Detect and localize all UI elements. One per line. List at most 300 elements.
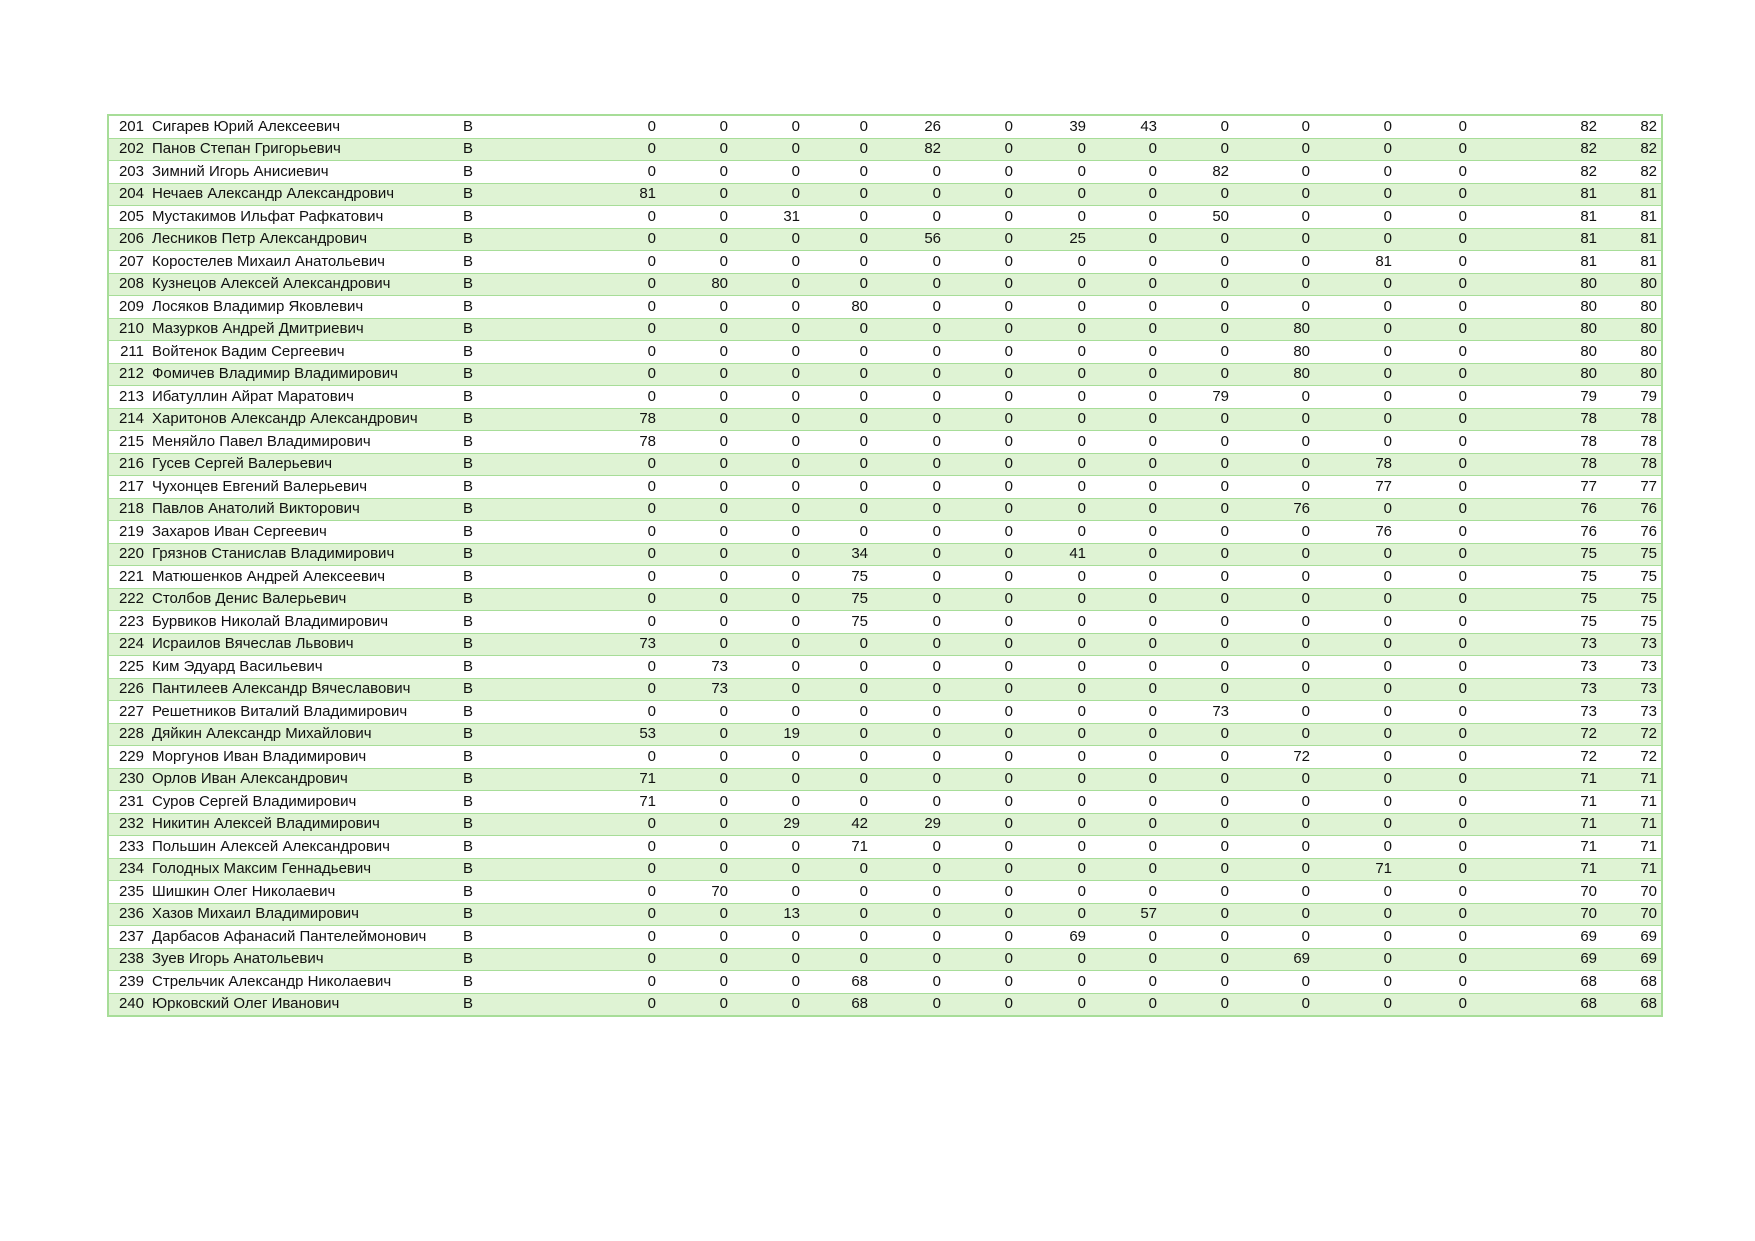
score-cell-5: 29 <box>872 813 945 836</box>
score-cell-8: 0 <box>1090 138 1161 161</box>
score-cell-10: 0 <box>1233 971 1314 994</box>
score-cell-10: 76 <box>1233 498 1314 521</box>
score-cell-6: 0 <box>945 791 1017 814</box>
score-cell-11: 0 <box>1314 206 1396 229</box>
score-cell-10: 0 <box>1233 656 1314 679</box>
score-cell-1: 0 <box>591 971 660 994</box>
score-cell-4: 75 <box>804 611 872 634</box>
score-cell-9: 0 <box>1161 791 1233 814</box>
participant-name: Голодных Максим Геннадьевич <box>148 858 459 881</box>
score-cell-2: 0 <box>660 611 732 634</box>
table-row <box>108 678 1662 701</box>
group-cell: B <box>459 723 591 746</box>
score-cell-7: 0 <box>1017 408 1090 431</box>
score-cell-5: 0 <box>872 926 945 949</box>
total-score: 82 <box>1471 138 1601 161</box>
score-cell-7: 0 <box>1017 858 1090 881</box>
score-cell-6: 0 <box>945 453 1017 476</box>
score-cell-11: 0 <box>1314 611 1396 634</box>
row-number: 223 <box>108 611 148 634</box>
participant-name: Стрельчик Александр Николаевич <box>148 971 459 994</box>
score-cell-11: 0 <box>1314 408 1396 431</box>
participant-name: Ким Эдуард Васильевич <box>148 656 459 679</box>
score-cell-4: 0 <box>804 341 872 364</box>
score-cell-5: 0 <box>872 993 945 1016</box>
score-cell-6: 0 <box>945 971 1017 994</box>
score-cell-3: 0 <box>732 498 804 521</box>
group-cell: B <box>459 363 591 386</box>
score-cell-2: 0 <box>660 341 732 364</box>
score-cell-10: 0 <box>1233 566 1314 589</box>
score-cell-9: 0 <box>1161 858 1233 881</box>
score-cell-12: 0 <box>1396 273 1471 296</box>
table-row <box>108 588 1662 611</box>
row-number: 236 <box>108 903 148 926</box>
score-cell-12: 0 <box>1396 318 1471 341</box>
score-cell-12: 0 <box>1396 656 1471 679</box>
score-cell-10: 0 <box>1233 926 1314 949</box>
participant-name: Гусев Сергей Валерьевич <box>148 453 459 476</box>
table-row <box>108 723 1662 746</box>
table-row <box>108 296 1662 319</box>
row-number: 215 <box>108 431 148 454</box>
score-cell-4: 75 <box>804 588 872 611</box>
score-cell-7: 0 <box>1017 656 1090 679</box>
score-cell-4: 75 <box>804 566 872 589</box>
score-cell-10: 0 <box>1233 633 1314 656</box>
score-cell-2: 0 <box>660 431 732 454</box>
group-cell: B <box>459 183 591 206</box>
score-cell-12: 0 <box>1396 543 1471 566</box>
score-cell-6: 0 <box>945 746 1017 769</box>
row-number: 232 <box>108 813 148 836</box>
score-cell-12: 0 <box>1396 566 1471 589</box>
score-cell-8: 0 <box>1090 228 1161 251</box>
score-cell-2: 0 <box>660 566 732 589</box>
score-cell-8: 0 <box>1090 183 1161 206</box>
table-row <box>108 566 1662 589</box>
score-cell-3: 0 <box>732 115 804 138</box>
score-cell-12: 0 <box>1396 881 1471 904</box>
score-cell-8: 0 <box>1090 566 1161 589</box>
score-cell-8: 0 <box>1090 611 1161 634</box>
score-cell-4: 0 <box>804 183 872 206</box>
score-cell-1: 53 <box>591 723 660 746</box>
final-score: 75 <box>1601 543 1662 566</box>
score-cell-10: 0 <box>1233 813 1314 836</box>
score-cell-3: 0 <box>732 926 804 949</box>
score-cell-11: 0 <box>1314 723 1396 746</box>
score-cell-9: 0 <box>1161 115 1233 138</box>
participant-name: Ибатуллин Айрат Маратович <box>148 386 459 409</box>
score-cell-6: 0 <box>945 183 1017 206</box>
score-cell-9: 0 <box>1161 836 1233 859</box>
participant-name: Решетников Виталий Владимирович <box>148 701 459 724</box>
score-cell-4: 0 <box>804 678 872 701</box>
score-cell-3: 0 <box>732 993 804 1016</box>
final-score: 71 <box>1601 813 1662 836</box>
score-cell-9: 0 <box>1161 633 1233 656</box>
score-cell-2: 0 <box>660 183 732 206</box>
final-score: 80 <box>1601 341 1662 364</box>
score-cell-7: 0 <box>1017 251 1090 274</box>
score-cell-2: 0 <box>660 791 732 814</box>
score-cell-8: 0 <box>1090 746 1161 769</box>
score-cell-6: 0 <box>945 723 1017 746</box>
total-score: 70 <box>1471 903 1601 926</box>
score-cell-3: 0 <box>732 476 804 499</box>
score-cell-2: 0 <box>660 701 732 724</box>
group-cell: B <box>459 453 591 476</box>
score-cell-7: 0 <box>1017 431 1090 454</box>
score-cell-6: 0 <box>945 251 1017 274</box>
score-cell-10: 0 <box>1233 611 1314 634</box>
score-cell-10: 0 <box>1233 701 1314 724</box>
score-cell-11: 0 <box>1314 678 1396 701</box>
total-score: 70 <box>1471 881 1601 904</box>
final-score: 75 <box>1601 611 1662 634</box>
table-row <box>108 363 1662 386</box>
row-number: 237 <box>108 926 148 949</box>
score-cell-7: 0 <box>1017 611 1090 634</box>
total-score: 78 <box>1471 408 1601 431</box>
score-cell-4: 0 <box>804 138 872 161</box>
group-cell: B <box>459 858 591 881</box>
score-cell-1: 0 <box>591 228 660 251</box>
score-cell-1: 0 <box>591 161 660 184</box>
group-cell: B <box>459 341 591 364</box>
table-row <box>108 948 1662 971</box>
score-cell-2: 0 <box>660 498 732 521</box>
score-cell-10: 0 <box>1233 386 1314 409</box>
score-cell-12: 0 <box>1396 993 1471 1016</box>
total-score: 76 <box>1471 521 1601 544</box>
group-cell: B <box>459 791 591 814</box>
score-cell-5: 0 <box>872 791 945 814</box>
score-cell-1: 0 <box>591 498 660 521</box>
row-number: 212 <box>108 363 148 386</box>
score-cell-7: 0 <box>1017 813 1090 836</box>
score-cell-1: 0 <box>591 251 660 274</box>
score-cell-3: 0 <box>732 341 804 364</box>
group-cell: B <box>459 611 591 634</box>
score-cell-6: 0 <box>945 296 1017 319</box>
final-score: 80 <box>1601 296 1662 319</box>
score-cell-1: 0 <box>591 678 660 701</box>
score-cell-6: 0 <box>945 363 1017 386</box>
score-cell-8: 0 <box>1090 656 1161 679</box>
score-cell-11: 0 <box>1314 993 1396 1016</box>
participant-name: Павлов Анатолий Викторович <box>148 498 459 521</box>
score-cell-10: 0 <box>1233 251 1314 274</box>
score-cell-8: 43 <box>1090 115 1161 138</box>
score-cell-3: 0 <box>732 161 804 184</box>
score-cell-6: 0 <box>945 138 1017 161</box>
score-cell-2: 0 <box>660 296 732 319</box>
total-score: 68 <box>1471 971 1601 994</box>
table-row <box>108 858 1662 881</box>
table-row <box>108 386 1662 409</box>
score-cell-7: 41 <box>1017 543 1090 566</box>
row-number: 240 <box>108 993 148 1016</box>
score-cell-11: 0 <box>1314 813 1396 836</box>
participant-name: Пантилеев Александр Вячеславович <box>148 678 459 701</box>
row-number: 229 <box>108 746 148 769</box>
score-cell-12: 0 <box>1396 408 1471 431</box>
score-cell-4: 0 <box>804 498 872 521</box>
score-cell-2: 0 <box>660 948 732 971</box>
score-cell-3: 0 <box>732 836 804 859</box>
score-cell-2: 80 <box>660 273 732 296</box>
score-cell-6: 0 <box>945 926 1017 949</box>
score-cell-3: 0 <box>732 588 804 611</box>
score-cell-1: 0 <box>591 701 660 724</box>
score-cell-7: 0 <box>1017 341 1090 364</box>
group-cell: B <box>459 881 591 904</box>
score-cell-6: 0 <box>945 993 1017 1016</box>
score-cell-12: 0 <box>1396 746 1471 769</box>
score-cell-3: 0 <box>732 183 804 206</box>
score-cell-7: 0 <box>1017 881 1090 904</box>
score-cell-6: 0 <box>945 881 1017 904</box>
score-cell-5: 82 <box>872 138 945 161</box>
total-score: 80 <box>1471 296 1601 319</box>
score-cell-11: 0 <box>1314 948 1396 971</box>
score-cell-11: 0 <box>1314 836 1396 859</box>
score-cell-1: 0 <box>591 386 660 409</box>
score-cell-11: 0 <box>1314 498 1396 521</box>
final-score: 79 <box>1601 386 1662 409</box>
participant-name: Фомичев Владимир Владимирович <box>148 363 459 386</box>
group-cell: B <box>459 678 591 701</box>
score-cell-5: 0 <box>872 678 945 701</box>
row-number: 233 <box>108 836 148 859</box>
score-cell-3: 0 <box>732 386 804 409</box>
score-cell-4: 0 <box>804 206 872 229</box>
score-cell-7: 0 <box>1017 903 1090 926</box>
score-cell-2: 0 <box>660 633 732 656</box>
score-cell-2: 0 <box>660 206 732 229</box>
row-number: 225 <box>108 656 148 679</box>
score-cell-4: 0 <box>804 521 872 544</box>
score-cell-9: 0 <box>1161 498 1233 521</box>
final-score: 77 <box>1601 476 1662 499</box>
total-score: 80 <box>1471 363 1601 386</box>
score-cell-5: 0 <box>872 386 945 409</box>
score-cell-9: 0 <box>1161 926 1233 949</box>
score-cell-7: 0 <box>1017 746 1090 769</box>
score-cell-4: 0 <box>804 115 872 138</box>
score-cell-2: 0 <box>660 453 732 476</box>
group-cell: B <box>459 948 591 971</box>
score-cell-12: 0 <box>1396 521 1471 544</box>
final-score: 80 <box>1601 318 1662 341</box>
participant-name: Харитонов Александр Александрович <box>148 408 459 431</box>
score-cell-8: 0 <box>1090 273 1161 296</box>
score-cell-9: 0 <box>1161 543 1233 566</box>
group-cell: B <box>459 633 591 656</box>
score-cell-1: 0 <box>591 813 660 836</box>
score-cell-11: 0 <box>1314 228 1396 251</box>
table-row <box>108 521 1662 544</box>
score-cell-8: 0 <box>1090 723 1161 746</box>
table-row <box>108 206 1662 229</box>
score-cell-12: 0 <box>1396 588 1471 611</box>
score-cell-2: 0 <box>660 363 732 386</box>
score-cell-9: 0 <box>1161 948 1233 971</box>
participant-name: Бурвиков Николай Владимирович <box>148 611 459 634</box>
final-score: 76 <box>1601 521 1662 544</box>
score-cell-5: 0 <box>872 183 945 206</box>
score-cell-2: 0 <box>660 971 732 994</box>
score-cell-8: 0 <box>1090 993 1161 1016</box>
score-cell-10: 0 <box>1233 115 1314 138</box>
score-cell-4: 0 <box>804 656 872 679</box>
row-number: 209 <box>108 296 148 319</box>
table-row <box>108 318 1662 341</box>
score-cell-8: 0 <box>1090 498 1161 521</box>
score-cell-12: 0 <box>1396 836 1471 859</box>
table-row <box>108 161 1662 184</box>
score-cell-6: 0 <box>945 408 1017 431</box>
score-cell-10: 0 <box>1233 138 1314 161</box>
table-row <box>108 903 1662 926</box>
score-cell-7: 0 <box>1017 791 1090 814</box>
total-score: 69 <box>1471 926 1601 949</box>
final-score: 68 <box>1601 993 1662 1016</box>
score-cell-9: 79 <box>1161 386 1233 409</box>
table-row <box>108 971 1662 994</box>
table-row <box>108 115 1662 138</box>
total-score: 81 <box>1471 206 1601 229</box>
score-cell-9: 0 <box>1161 588 1233 611</box>
group-cell: B <box>459 498 591 521</box>
score-cell-11: 0 <box>1314 588 1396 611</box>
score-cell-10: 0 <box>1233 161 1314 184</box>
total-score: 75 <box>1471 543 1601 566</box>
participant-name: Мустакимов Ильфат Рафкатович <box>148 206 459 229</box>
score-cell-2: 0 <box>660 746 732 769</box>
score-cell-2: 0 <box>660 993 732 1016</box>
score-cell-3: 0 <box>732 431 804 454</box>
score-cell-8: 0 <box>1090 341 1161 364</box>
participant-name: Зуев Игорь Анатольевич <box>148 948 459 971</box>
score-cell-11: 0 <box>1314 273 1396 296</box>
group-cell: B <box>459 138 591 161</box>
score-cell-9: 0 <box>1161 521 1233 544</box>
score-cell-4: 0 <box>804 723 872 746</box>
score-cell-9: 0 <box>1161 431 1233 454</box>
score-cell-8: 0 <box>1090 768 1161 791</box>
score-cell-3: 13 <box>732 903 804 926</box>
group-cell: B <box>459 836 591 859</box>
score-cell-8: 0 <box>1090 701 1161 724</box>
score-cell-7: 0 <box>1017 993 1090 1016</box>
row-number: 202 <box>108 138 148 161</box>
score-cell-3: 0 <box>732 318 804 341</box>
score-cell-12: 0 <box>1396 678 1471 701</box>
score-cell-4: 71 <box>804 836 872 859</box>
score-cell-6: 0 <box>945 318 1017 341</box>
score-cell-8: 0 <box>1090 408 1161 431</box>
score-cell-12: 0 <box>1396 498 1471 521</box>
score-cell-9: 0 <box>1161 273 1233 296</box>
score-cell-2: 0 <box>660 543 732 566</box>
score-cell-9: 0 <box>1161 768 1233 791</box>
score-cell-2: 0 <box>660 318 732 341</box>
total-score: 79 <box>1471 386 1601 409</box>
participant-name: Исраилов Вячеслав Львович <box>148 633 459 656</box>
table-row <box>108 993 1662 1016</box>
score-cell-4: 0 <box>804 318 872 341</box>
score-cell-4: 42 <box>804 813 872 836</box>
total-score: 80 <box>1471 318 1601 341</box>
score-cell-1: 81 <box>591 183 660 206</box>
total-score: 80 <box>1471 341 1601 364</box>
group-cell: B <box>459 993 591 1016</box>
row-number: 230 <box>108 768 148 791</box>
score-cell-1: 0 <box>591 858 660 881</box>
score-cell-11: 0 <box>1314 543 1396 566</box>
total-score: 72 <box>1471 746 1601 769</box>
final-score: 71 <box>1601 791 1662 814</box>
score-cell-1: 73 <box>591 633 660 656</box>
score-cell-7: 0 <box>1017 498 1090 521</box>
score-cell-7: 0 <box>1017 161 1090 184</box>
score-cell-7: 0 <box>1017 701 1090 724</box>
score-cell-11: 0 <box>1314 115 1396 138</box>
score-cell-9: 0 <box>1161 363 1233 386</box>
score-cell-2: 0 <box>660 768 732 791</box>
table-row <box>108 138 1662 161</box>
participant-name: Дарбасов Афанасий Пантелеймонович <box>148 926 459 949</box>
score-cell-7: 0 <box>1017 363 1090 386</box>
score-cell-12: 0 <box>1396 363 1471 386</box>
score-cell-5: 0 <box>872 903 945 926</box>
total-score: 73 <box>1471 701 1601 724</box>
score-cell-11: 0 <box>1314 363 1396 386</box>
score-cell-7: 0 <box>1017 948 1090 971</box>
row-number: 235 <box>108 881 148 904</box>
score-cell-12: 0 <box>1396 858 1471 881</box>
final-score: 70 <box>1601 903 1662 926</box>
score-cell-5: 0 <box>872 273 945 296</box>
score-cell-10: 0 <box>1233 431 1314 454</box>
score-cell-9: 0 <box>1161 251 1233 274</box>
score-cell-10: 0 <box>1233 183 1314 206</box>
score-cell-3: 0 <box>732 881 804 904</box>
row-number: 208 <box>108 273 148 296</box>
score-cell-11: 0 <box>1314 881 1396 904</box>
score-cell-12: 0 <box>1396 161 1471 184</box>
results-table <box>107 114 1663 1017</box>
score-cell-11: 0 <box>1314 746 1396 769</box>
score-cell-5: 0 <box>872 476 945 499</box>
score-cell-4: 0 <box>804 476 872 499</box>
score-cell-6: 0 <box>945 161 1017 184</box>
group-cell: B <box>459 521 591 544</box>
participant-name: Хазов Михаил Владимирович <box>148 903 459 926</box>
score-cell-8: 0 <box>1090 521 1161 544</box>
group-cell: B <box>459 318 591 341</box>
score-cell-5: 56 <box>872 228 945 251</box>
score-cell-1: 0 <box>591 926 660 949</box>
participant-name: Нечаев Александр Александрович <box>148 183 459 206</box>
score-cell-9: 0 <box>1161 813 1233 836</box>
score-cell-6: 0 <box>945 431 1017 454</box>
row-number: 205 <box>108 206 148 229</box>
score-cell-6: 0 <box>945 206 1017 229</box>
